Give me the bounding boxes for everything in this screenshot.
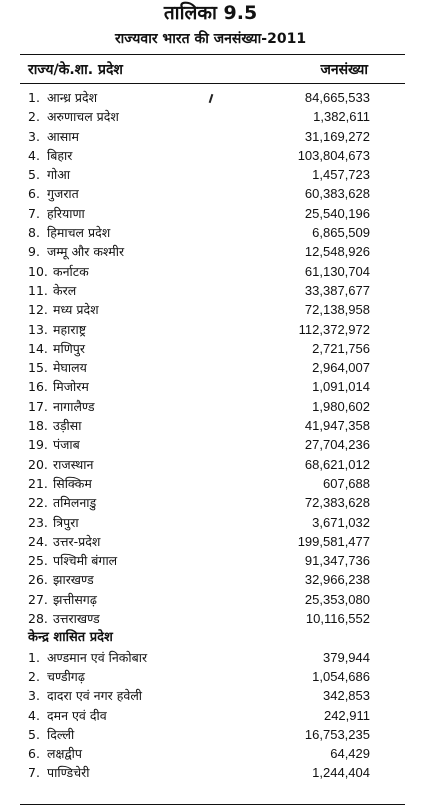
row-number: 11. [28, 282, 48, 298]
table-row [28, 744, 370, 763]
region-name: अण्डमान एवं निकोबार [47, 649, 148, 665]
table-row [28, 513, 370, 532]
region-name: केरल [53, 282, 77, 298]
region-name: मिजोरम [53, 379, 89, 395]
table-row [28, 570, 370, 589]
region-name: त्रिपुरा [53, 514, 79, 530]
row-number: 25. [28, 553, 48, 569]
column-header-population: जनसंख्या [320, 62, 368, 78]
row-number: 1. [28, 649, 40, 665]
column-header-state: राज्य/के.शा. प्रदेश [28, 62, 123, 78]
region-name: आसाम [47, 128, 79, 144]
table-row [28, 551, 370, 570]
table-row [28, 667, 370, 686]
table-row [28, 127, 370, 146]
region-name: महाराष्ट्र [53, 321, 87, 337]
row-number: 16. [28, 379, 48, 395]
region-name: मणिपुर [53, 340, 85, 356]
region-name: हरियाणा [47, 205, 85, 221]
region-name: दमन एवं दीव [47, 707, 107, 723]
table-row [28, 416, 370, 435]
region-name: पश्चिमी बंगाल [53, 553, 118, 569]
table-row [28, 262, 370, 281]
region-name: लक्षद्वीप [47, 746, 82, 762]
row-number: 12. [28, 302, 48, 318]
row-number: 18. [28, 418, 48, 434]
table-row [28, 532, 370, 551]
row-number: 6. [28, 746, 40, 762]
row-number: 7. [28, 205, 40, 221]
region-name: चण्डीगढ़ [47, 668, 85, 684]
region-name: झत्तीसगढ़ [53, 591, 97, 607]
row-number: 19. [28, 437, 48, 453]
region-name: हिमाचल प्रदेश [47, 225, 111, 241]
region-name: पंजाब [53, 437, 80, 453]
row-number: 14. [28, 340, 48, 356]
population-value: 72,138,958 [304, 302, 370, 318]
population-value: 1,091,014 [312, 379, 370, 395]
population-value: 1,980,602 [312, 398, 370, 414]
region-name: गोआ [47, 167, 71, 183]
row-number: 26. [28, 572, 48, 588]
table-row [28, 377, 370, 396]
population-value: 68,621,012 [304, 456, 370, 472]
table-row [28, 320, 370, 339]
row-number: 5. [28, 726, 40, 742]
table-row [28, 455, 370, 474]
table-row [28, 493, 370, 512]
row-number: 24. [28, 533, 48, 549]
row-number: 3. [28, 688, 40, 704]
region-name: उत्तर-प्रदेश [53, 533, 101, 549]
table-row [28, 397, 370, 416]
population-value: 2,721,756 [312, 340, 370, 356]
row-number: 17. [28, 398, 48, 414]
table-row [28, 146, 370, 165]
table-row [28, 184, 370, 203]
population-value: 91,347,736 [304, 553, 370, 569]
population-value: 16,753,235 [304, 726, 370, 742]
bottom-rule [20, 804, 405, 805]
population-value: 72,383,628 [304, 495, 370, 511]
population-value: 60,383,628 [304, 186, 370, 202]
table-row [28, 339, 370, 358]
table-row [28, 204, 370, 223]
table-row [28, 474, 370, 493]
row-number: 1. [28, 90, 40, 105]
row-number: 4. [28, 147, 40, 163]
row-number: 6. [28, 186, 40, 202]
population-value: 379,944 [323, 649, 370, 665]
row-number: 7. [28, 765, 40, 781]
row-number: 22. [28, 495, 48, 511]
region-name: तमिलनाडु [53, 495, 97, 511]
row-number: 10. [28, 263, 48, 279]
population-value: 41,947,358 [304, 418, 370, 434]
row-number: 5. [28, 167, 40, 183]
region-name: उड़ीसा [53, 418, 82, 434]
table-body [28, 88, 370, 783]
region-name: सिक्किम [53, 475, 92, 491]
row-number: 3. [28, 128, 40, 144]
table-row [28, 686, 370, 705]
region-name: कर्नाटक [53, 263, 89, 279]
population-value: 32,966,238 [304, 572, 370, 588]
region-name: गुजरात [47, 186, 79, 202]
table-row [28, 648, 370, 667]
region-name: पाण्डिचेरी [47, 765, 90, 781]
region-name: दादरा एवं नगर हवेली [47, 688, 143, 704]
table-row [28, 706, 370, 725]
table-row [28, 763, 370, 782]
row-number: 20. [28, 456, 48, 472]
row-number: 15. [28, 360, 48, 376]
row-number: 21. [28, 475, 48, 491]
region-name: दिल्ली [47, 726, 75, 742]
table-row [28, 609, 370, 628]
population-value: 84,665,533 [304, 90, 370, 105]
region-name: अरुणाचल प्रदेश [47, 109, 119, 125]
population-value: 31,169,272 [304, 128, 370, 144]
population-value: 25,353,080 [304, 591, 370, 607]
population-value: 1,457,723 [312, 167, 370, 183]
row-number: 27. [28, 591, 48, 607]
population-value: 2,964,007 [312, 360, 370, 376]
table-row [28, 435, 370, 454]
table-row [28, 107, 370, 126]
region-name: राजस्थान [53, 456, 94, 472]
population-value: 199,581,477 [297, 533, 370, 549]
row-number: 9. [28, 244, 40, 260]
population-value: 10,116,552 [305, 611, 370, 627]
region-name: उत्तराखण्ड [53, 611, 100, 627]
population-value: 3,671,032 [312, 514, 370, 530]
population-value: 1,244,404 [312, 765, 370, 781]
table-row [28, 725, 370, 744]
row-number: 8. [28, 225, 40, 241]
row-number: 4. [28, 707, 40, 723]
row-number: 2. [28, 668, 40, 684]
row-number: 28. [28, 611, 48, 627]
population-value: 607,688 [323, 475, 370, 491]
population-value: 112,372,972 [298, 321, 370, 337]
top-rule [20, 54, 405, 55]
population-value: 61,130,704 [304, 263, 370, 279]
table-number: तालिका 9.5 [163, 2, 258, 24]
region-name: जम्मू और कश्मीर [47, 244, 125, 260]
population-value: 242,911 [323, 707, 370, 723]
population-value: 12,548,926 [304, 244, 370, 260]
row-number: 13. [28, 321, 48, 337]
population-value: 103,804,673 [297, 147, 370, 163]
union-territory-heading: केन्द्र शासित प्रदेश [28, 630, 113, 646]
table-row [28, 358, 370, 377]
table-row [28, 300, 370, 319]
region-name: मध्य प्रदेश [53, 302, 99, 318]
population-value: 6,865,509 [312, 225, 370, 241]
population-value: 342,853 [323, 688, 370, 704]
population-value: 33,387,677 [304, 282, 370, 298]
table-row [28, 165, 370, 184]
region-name: बिहार [47, 147, 73, 163]
population-value: 1,054,686 [312, 668, 370, 684]
population-value: 1,382,611 [313, 109, 370, 125]
region-name: नागालैण्ड [53, 398, 95, 414]
header-rule [20, 83, 405, 84]
region-name: झारखण्ड [53, 572, 94, 588]
table-row [28, 242, 370, 261]
table-row [28, 590, 370, 609]
table-row [28, 281, 370, 300]
table-title: राज्यवार भारत की जनसंख्या-2011 [114, 31, 307, 47]
row-number: 2. [28, 109, 40, 125]
population-value: 25,540,196 [304, 205, 370, 221]
population-value: 64,429 [330, 746, 370, 762]
population-value: 27,704,236 [304, 437, 370, 453]
region-name: मेघालय [53, 360, 87, 376]
row-number: 23. [28, 514, 48, 530]
table-row [28, 223, 370, 242]
region-name: आन्ध्र प्रदेश [47, 90, 98, 105]
table-row [28, 88, 370, 107]
